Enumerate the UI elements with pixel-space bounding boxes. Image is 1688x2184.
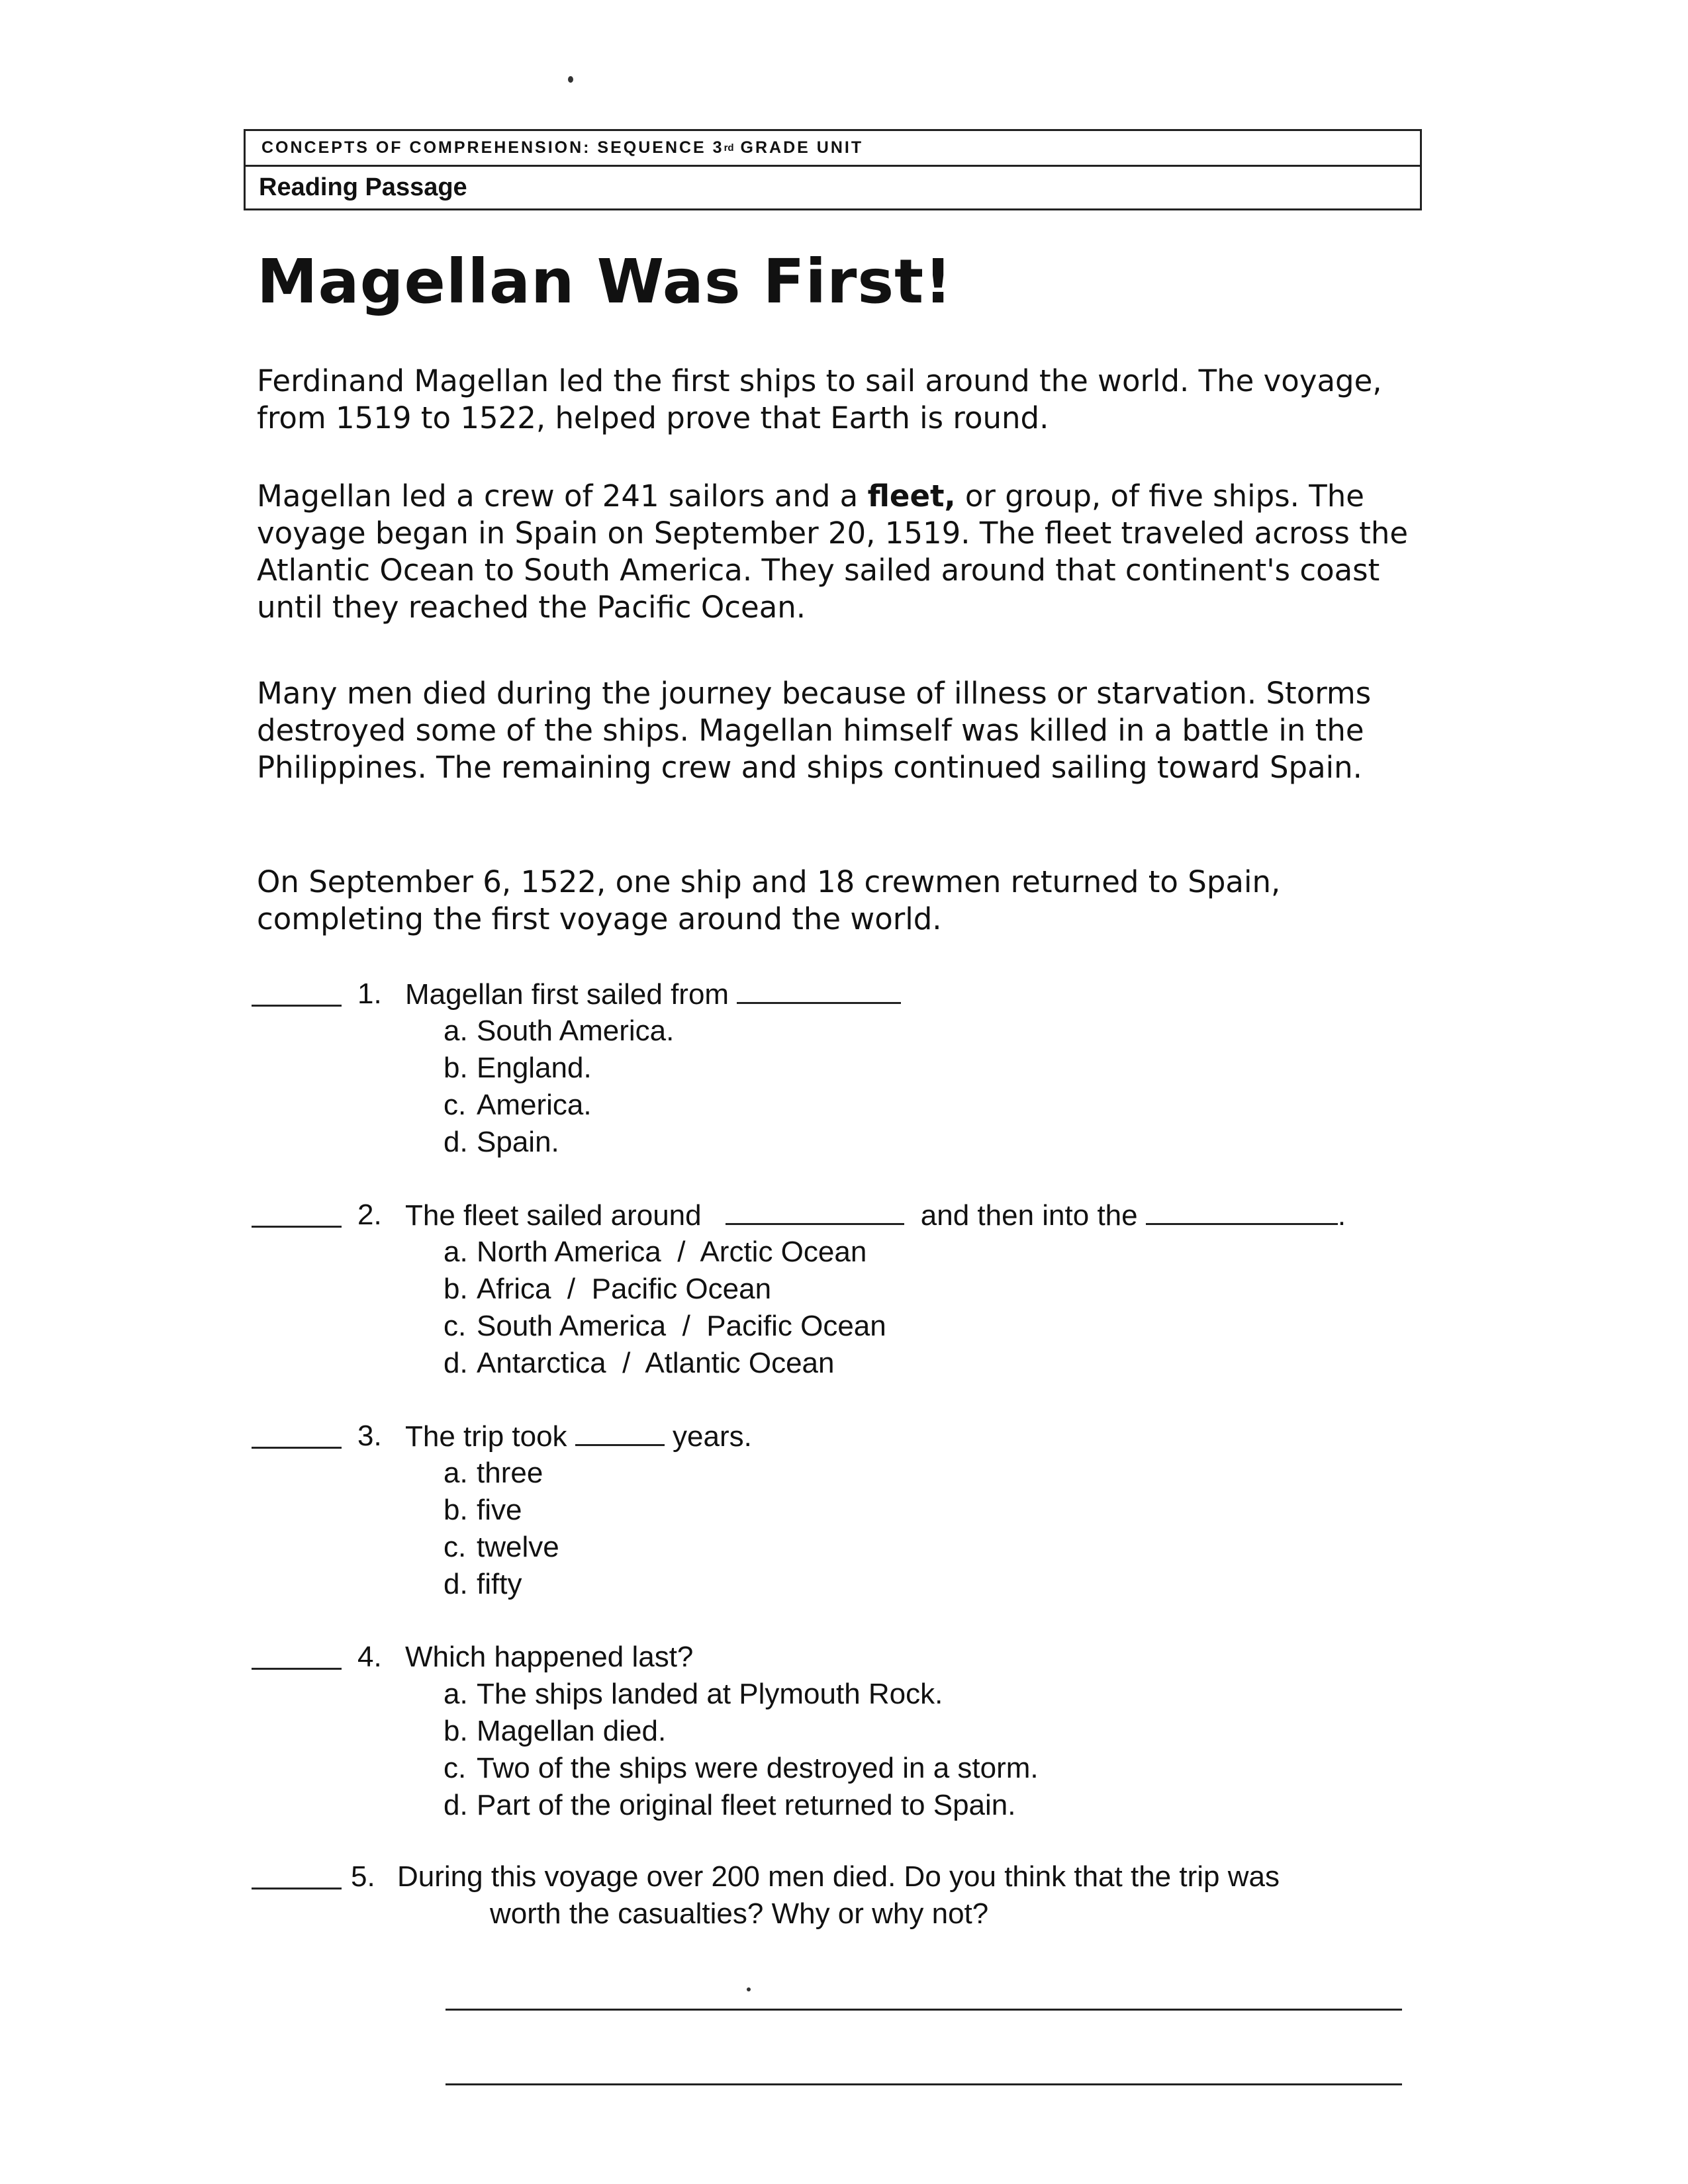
question-number: 4. [357, 1641, 382, 1673]
passage-paragraph-1: Ferdinand Magellan led the first ships to sail around the world. The voyage, from 1519 to 1522, helped prove that Earth is round. [257, 363, 1382, 435]
unit-title-row [246, 131, 1420, 167]
response-line[interactable] [445, 2009, 1402, 2011]
passage-text: Magellan led a crew of 241 sailors and a [257, 478, 868, 514]
unit-title: CONCEPTS OF COMPREHENSION: SEQUENCE 3 [261, 138, 724, 157]
question-number: 1. [357, 978, 382, 1010]
question-2: 2. The fleet sailed around and then into the . a. North America / Arctic Ocean b. Africa / Pacific Ocean c. South America / Pacific Ocean d. Antarctica / Atlantic Ocean [252, 1197, 1443, 1234]
question-text: The trip took years. [405, 1418, 752, 1455]
question-number: 5. [351, 1860, 375, 1893]
page-title: Magellan Was First! [257, 246, 953, 317]
answer-blank[interactable] [252, 1668, 342, 1670]
question-text: Which happened last? [405, 1641, 694, 1673]
fill-in-blank[interactable] [737, 976, 901, 1004]
question-text: During this voyage over 200 men died. Do you think that the trip was [397, 1860, 1280, 1893]
answer-blank[interactable] [252, 1226, 342, 1228]
section-row [246, 167, 1420, 208]
passage-paragraph-3: Many men died during the journey because of illness or starvation. Storms destroyed some of the ships. Magellan himself was killed in a battle in the Philippines. The remaining crew and ships continued sailing toward Spain. [257, 676, 1372, 785]
question-text-continued: worth the casualties? Why or why not? [490, 1897, 989, 1930]
question-text: The fleet sailed around and then into the . [405, 1197, 1346, 1234]
question-number: 2. [357, 1199, 382, 1231]
passage-paragraph-2 [257, 478, 1422, 626]
vocab-word: fleet, [867, 478, 956, 514]
fill-in-blank[interactable] [726, 1197, 904, 1225]
grade-label: GRADE UNIT [740, 138, 864, 157]
grade-superscript: rd [724, 142, 734, 154]
question-3: 3. The trip took years. a. three b. five c. twelve d. fifty [252, 1418, 1443, 1455]
header-box [244, 129, 1422, 210]
answer-blank[interactable] [252, 1888, 342, 1889]
fill-in-blank[interactable] [1146, 1197, 1338, 1225]
scan-speck [747, 1987, 751, 1991]
question-text: Magellan first sailed from [405, 976, 901, 1013]
scan-speck [568, 76, 573, 83]
answer-blank[interactable] [252, 1005, 342, 1007]
question-1: 1. Magellan first sailed from a. South America. b. England. c. America. d. Spain. [252, 976, 1443, 1013]
fill-in-blank[interactable] [575, 1418, 665, 1446]
question-4: 4. Which happened last? a. The ships landed at Plymouth Rock. b. Magellan died. c. Two of the ships were destroyed in a storm. d. Part of the original fleet returned to Spain. [252, 1639, 1443, 1676]
passage-paragraph-4: On September 6, 1522, one ship and 18 crewmen returned to Spain, completing the first voyage around the world. [257, 864, 1281, 936]
question-number: 3. [357, 1420, 382, 1452]
answer-blank[interactable] [252, 1447, 342, 1449]
response-line[interactable] [445, 2083, 1402, 2085]
question-5 [252, 1858, 1443, 1930]
section-label: Reading Passage [259, 173, 467, 201]
passage-text: or group, of five ships. The voyage began in Spain on September 20, 1519. The fleet traveled across the Atlantic Ocean to South America. They sailed around that continent's coast until they reached the Pacific Ocean. [257, 478, 1409, 625]
